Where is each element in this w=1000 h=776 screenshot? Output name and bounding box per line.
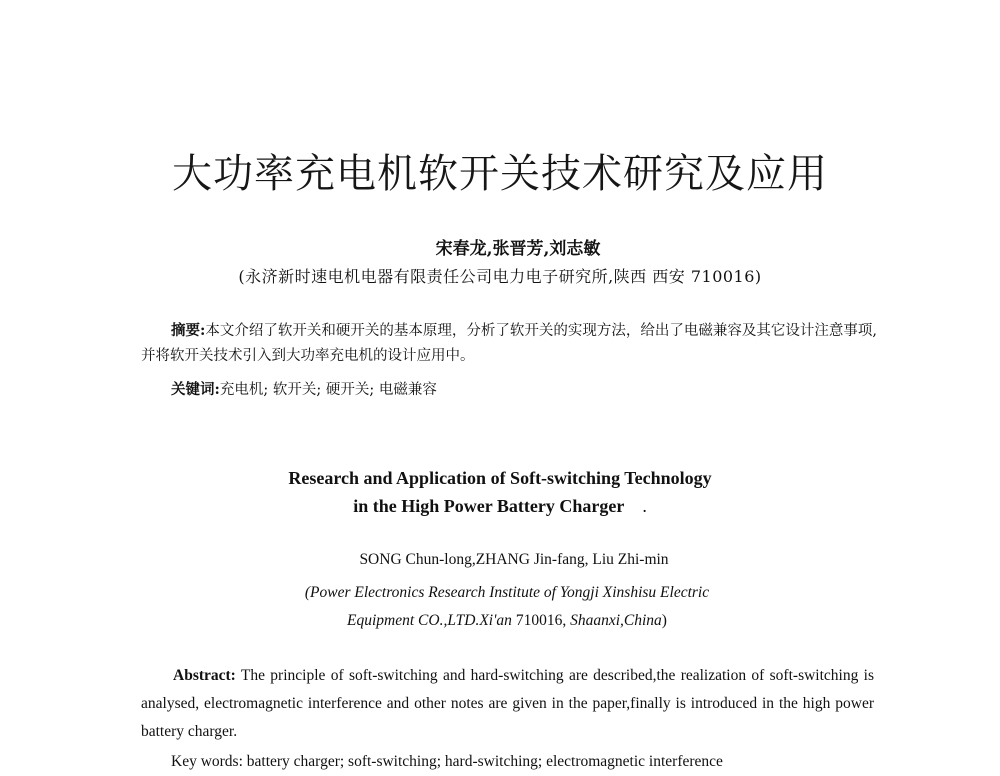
chinese-abstract-text: 本文介绍了软开关和硬开关的基本原理，分析了软开关的实现方法，给出了电磁兼容及其它设计注意事项,并将软开关技术引入到大功率充电机的设计应用中。 xyxy=(141,323,877,364)
english-title xyxy=(0,464,1000,520)
english-title-line-2-text: in the High Power Battery Charger xyxy=(353,496,625,516)
english-affiliation-province: Shaanxi,China xyxy=(570,612,662,629)
english-abstract-text: The principle of soft-switching and hard-switching are described,the realization of soft-switching is analysed, electromagnetic interference and other notes are given in the paper,finally is introduced in the high power battery charger. xyxy=(141,667,874,740)
english-title-line-1: Research and Application of Soft-switching Technology xyxy=(288,468,712,488)
english-affiliation-line-2 xyxy=(14,607,1000,635)
chinese-abstract xyxy=(141,318,881,369)
chinese-keywords-label: 关键词: xyxy=(171,381,220,398)
english-abstract xyxy=(141,662,874,746)
english-title-line-2 xyxy=(0,492,1000,520)
chinese-affiliation: (永济新时速电机电器有限责任公司电力电子研究所,陕西 西安 710016) xyxy=(238,267,762,286)
english-affiliation-close: ) xyxy=(661,612,667,629)
chinese-abstract-label: 摘要: xyxy=(171,322,206,339)
english-affiliation xyxy=(0,579,1000,635)
english-affiliation-line-1: (Power Electronics Research Institute of Yongji Xinshisu Electric xyxy=(304,584,710,601)
chinese-authors: 宋春龙,张晋芳,刘志敏 xyxy=(435,239,601,259)
english-affiliation-company: Equipment CO.,LTD.Xi'an xyxy=(347,612,512,629)
english-authors: SONG Chun-long,ZHANG Jin-fang, Liu Zhi-min xyxy=(359,551,669,568)
english-affiliation-postcode: 710016, xyxy=(511,612,571,629)
english-abstract-label: Abstract: xyxy=(173,667,236,684)
chinese-title: 大功率充电机软开关技术研究及应用 xyxy=(172,151,828,197)
english-title-trailing-mark: . xyxy=(642,496,647,516)
chinese-keywords-text: 充电机; 软开关; 硬开关; 电磁兼容 xyxy=(219,382,437,398)
english-keywords-partial: Key words: battery charger; soft-switching; hard-switching; electromagnetic interference xyxy=(171,753,723,770)
chinese-keywords xyxy=(171,378,437,399)
